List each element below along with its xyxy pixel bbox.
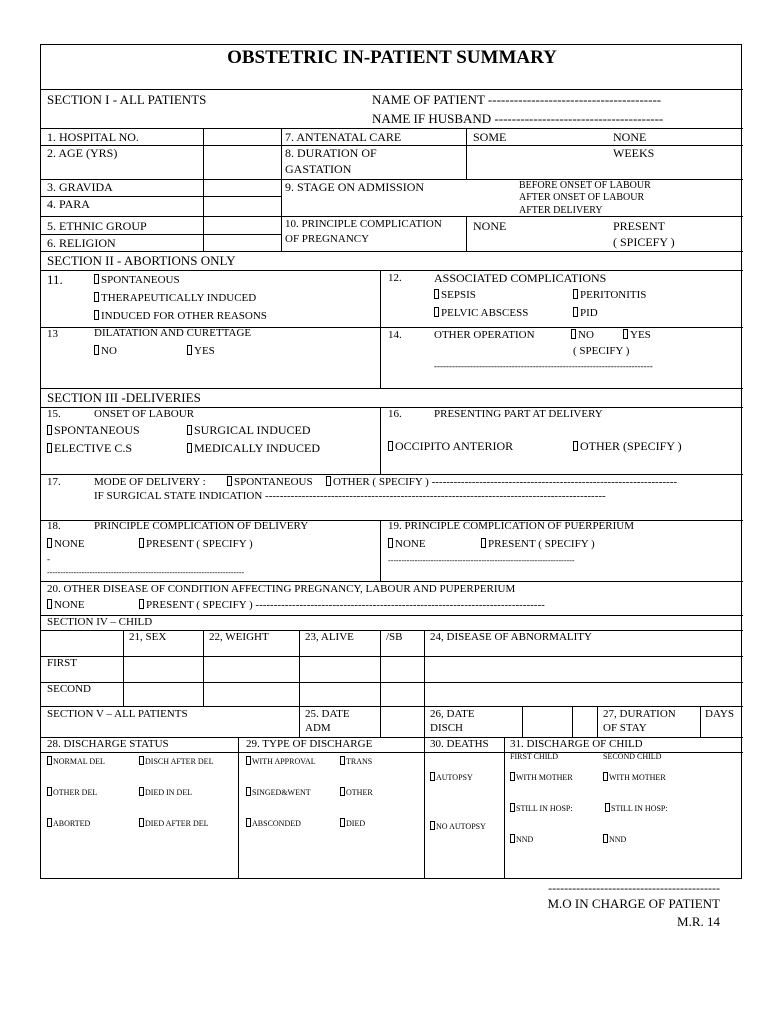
section-4-heading: SECTION IV – CHILD xyxy=(47,616,153,628)
stage-after-delivery-option[interactable]: AFTER DELIVERY xyxy=(519,205,603,216)
other-discharge-option[interactable] xyxy=(340,787,373,797)
rule xyxy=(203,630,204,706)
presenting-part-label: PRESENTING PART AT DELIVERY xyxy=(434,408,603,420)
dilatation-label: DILATATION AND CURETTAGE xyxy=(94,327,252,339)
second-child-row-label: SECOND xyxy=(47,683,92,695)
checkbox-icon[interactable] xyxy=(47,787,52,796)
died-after-del-option[interactable] xyxy=(139,818,209,828)
rule xyxy=(466,216,467,251)
option-label: OCCIPITO ANTERIOR xyxy=(395,439,514,453)
trans-option[interactable] xyxy=(340,756,372,766)
first-still-in-hosp-option[interactable] xyxy=(510,803,573,813)
date-adm-label-line1: 25. DATE xyxy=(305,708,350,720)
checkbox-icon[interactable] xyxy=(187,443,192,453)
option-label: PRESENT ( SPECIFY ) xyxy=(146,538,253,550)
checkbox-icon[interactable] xyxy=(139,756,144,765)
sepsis-option[interactable] xyxy=(434,289,476,301)
first-child-label: FIRST CHILD xyxy=(510,752,559,761)
checkbox-icon[interactable] xyxy=(430,772,435,781)
checkbox-icon[interactable] xyxy=(510,803,515,812)
option-label: STILL IN HOSP: xyxy=(611,804,668,813)
first-child-row-label: FIRST xyxy=(47,657,77,669)
onset-medical-option[interactable] xyxy=(187,442,320,454)
checkbox-icon[interactable] xyxy=(94,292,99,302)
option-label: SINGED&WENT xyxy=(252,788,311,797)
mode-of-delivery-label: MODE OF DELIVERY : xyxy=(94,476,206,488)
deaths-header: 30. DEATHS xyxy=(430,738,489,750)
rule xyxy=(123,630,124,706)
rule xyxy=(299,630,300,737)
option-label: ELECTIVE C.S xyxy=(54,441,132,455)
presenting-other-option[interactable] xyxy=(573,440,682,452)
surgical-indication-field[interactable]: IF SURGICAL STATE INDICATION --------------------------------------------------------------------------------------------- xyxy=(94,490,606,502)
checkbox-icon[interactable] xyxy=(571,329,576,339)
option-label: SPONTANEOUS xyxy=(101,274,180,286)
option-label: ABORTED xyxy=(53,819,91,828)
option-label: THERAPEUTICALLY INDUCED xyxy=(101,292,257,304)
rule xyxy=(597,706,598,737)
option-label: TRANS xyxy=(346,757,373,766)
no-autopsy-option[interactable] xyxy=(430,821,486,831)
aborted-option[interactable] xyxy=(47,818,90,828)
checkbox-icon[interactable] xyxy=(187,345,192,355)
checkbox-icon[interactable] xyxy=(510,834,515,843)
delivery-present-option[interactable] xyxy=(139,538,253,550)
checkbox-icon[interactable] xyxy=(605,803,610,812)
onset-elective-cs-option[interactable] xyxy=(47,442,132,454)
q17-number: 17. xyxy=(47,476,61,488)
option-label: AUTOPSY xyxy=(436,773,473,782)
puerperium-none-option[interactable] xyxy=(388,538,426,550)
rule xyxy=(380,630,381,737)
option-label: PRESENT ( SPECIFY ) ------------------------------------------------------------------------------- xyxy=(146,599,545,611)
option-label: STILL IN HOSP: xyxy=(516,804,573,813)
sex-column-header: 21, SEX xyxy=(129,631,167,643)
checkbox-icon[interactable] xyxy=(47,538,52,548)
checkbox-icon[interactable] xyxy=(47,756,52,765)
other-operation-specify-line[interactable]: ------------------------------------------------------------------------- xyxy=(434,361,653,371)
section-2-heading: SECTION II - ABORTIONS ONLY xyxy=(47,253,236,268)
option-label: MEDICALLY INDUCED xyxy=(194,441,321,455)
checkbox-icon[interactable] xyxy=(340,818,345,827)
principle-complication-label-line1: 10. PRINCIPLE COMPLICATION xyxy=(285,218,442,230)
checkbox-icon[interactable] xyxy=(340,756,345,765)
option-label: YES xyxy=(194,345,215,357)
checkbox-icon[interactable] xyxy=(227,476,232,486)
name-of-husband-label: NAME IF HUSBAND --------------------------------------- xyxy=(372,111,664,126)
abortion-therapeutic-option[interactable] xyxy=(94,292,256,304)
other-operation-no-option[interactable] xyxy=(571,329,594,341)
rule xyxy=(424,737,425,879)
duration-label-line2: GASTATION xyxy=(285,162,352,176)
q11-number: 11. xyxy=(47,272,63,287)
checkbox-icon[interactable] xyxy=(246,787,251,796)
option-label: SPONTANEOUS xyxy=(234,476,313,488)
rule xyxy=(41,251,743,252)
option-label: WITH MOTHER xyxy=(609,773,666,782)
checkbox-icon[interactable] xyxy=(187,425,192,435)
onset-of-labour-label: ONSET OF LABOUR xyxy=(94,408,195,420)
puerperium-specify-line[interactable]: ---------------------------------------------------------------------- xyxy=(388,556,575,565)
checkbox-icon[interactable] xyxy=(47,818,52,827)
checkbox-icon[interactable] xyxy=(434,307,439,317)
rule xyxy=(41,656,743,657)
option-label: SPONTANEOUS xyxy=(54,423,140,437)
dilatation-no-option[interactable] xyxy=(94,345,117,357)
form-frame xyxy=(40,44,742,879)
option-label: WITH MOTHER xyxy=(516,773,573,782)
section-1-heading: SECTION I - ALL PATIENTS xyxy=(47,92,207,107)
name-of-patient-label: NAME OF PATIENT ---------------------------------------- xyxy=(372,92,662,107)
rule xyxy=(380,270,381,388)
other-operation-label: OTHER OPERATION xyxy=(434,329,535,341)
days-label: DAYS xyxy=(705,708,734,720)
spicefy-label: ( SPICEFY ) xyxy=(613,235,675,249)
delivery-specify-dash: - xyxy=(47,554,50,564)
rule xyxy=(41,89,743,90)
other-del-option[interactable] xyxy=(47,787,97,797)
normal-del-option[interactable] xyxy=(47,756,105,766)
pid-option[interactable] xyxy=(573,307,598,319)
associated-complications-label: ASSOCIATED COMPLICATIONS xyxy=(434,271,607,285)
option-label: NO xyxy=(578,329,594,341)
with-approval-option[interactable] xyxy=(246,756,316,766)
rule xyxy=(466,128,467,179)
died-in-del-option[interactable] xyxy=(139,787,192,797)
option-label: OTHER (SPECIFY ) xyxy=(580,439,682,453)
mode-other-option[interactable] xyxy=(326,476,677,488)
sb-column-header: /SB xyxy=(386,631,403,643)
rule xyxy=(522,706,523,737)
disease-column-header: 24, DISEASE OF ABNORMALITY xyxy=(430,631,592,643)
alive-column-header: 23, ALIVE xyxy=(305,631,354,643)
section-5-heading: SECTION V – ALL PATIENTS xyxy=(47,708,188,720)
absconded-option[interactable] xyxy=(246,818,301,828)
checkbox-icon[interactable] xyxy=(94,310,99,320)
option-label: NND xyxy=(609,835,627,844)
onset-spontaneous-option[interactable] xyxy=(47,424,140,436)
rule xyxy=(281,128,282,251)
q12-number: 12. xyxy=(388,272,402,284)
first-with-mother-option[interactable] xyxy=(510,772,573,782)
checkbox-icon[interactable] xyxy=(603,772,608,781)
option-label: NO AUTOPSY xyxy=(436,822,486,831)
rule xyxy=(380,520,381,581)
section-3-heading: SECTION III -DELIVERIES xyxy=(47,390,201,405)
option-label: NND xyxy=(516,835,534,844)
checkbox-icon[interactable] xyxy=(326,476,331,486)
stage-admission-label: 9. STAGE ON ADMISSION xyxy=(285,180,425,194)
option-label: SEPSIS xyxy=(441,289,476,301)
disch-after-del-option[interactable] xyxy=(139,756,213,766)
second-still-in-hosp-option[interactable] xyxy=(605,803,668,813)
delivery-none-option[interactable] xyxy=(47,538,85,550)
rule xyxy=(203,128,204,251)
checkbox-icon[interactable] xyxy=(47,599,52,609)
rule xyxy=(700,706,701,737)
option-label: NONE xyxy=(54,538,85,550)
type-of-discharge-header: 29. TYPE OF DISCHARGE xyxy=(246,738,373,750)
peritonitis-option[interactable] xyxy=(573,289,646,301)
hospital-no-label: 1. HOSPITAL NO. xyxy=(47,130,139,144)
option-label: DIED xyxy=(346,819,366,828)
date-disch-label-line1: 26, DATE xyxy=(430,708,475,720)
option-label: YES xyxy=(630,329,651,341)
checkbox-icon[interactable] xyxy=(246,756,251,765)
rule xyxy=(41,706,743,707)
principle-complication-label-line2: OF PREGNANCY xyxy=(285,233,370,245)
delivery-specify-line[interactable]: -------------------------------------------------------------------------- xyxy=(47,568,245,577)
checkbox-icon[interactable] xyxy=(139,787,144,796)
q18-number: 18. xyxy=(47,520,61,532)
mode-spontaneous-option[interactable] xyxy=(227,476,313,488)
checkbox-icon[interactable] xyxy=(139,818,144,827)
other-operation-specify-label: ( SPECIFY ) xyxy=(573,345,630,357)
form-title: OBSTETRIC IN-PATIENT SUMMARY xyxy=(227,47,557,68)
option-label: OTHER ( SPECIFY ) ------------------------------------------------------------------- xyxy=(333,476,678,488)
option-label: NORMAL DEL xyxy=(53,757,105,766)
rule xyxy=(41,388,743,389)
discharge-status-header: 28. DISCHARGE STATUS xyxy=(47,738,169,750)
abortion-other-reasons-option[interactable] xyxy=(94,310,267,322)
complication-present-option[interactable]: PRESENT xyxy=(613,219,666,233)
checkbox-icon[interactable] xyxy=(388,538,393,548)
weeks-label: WEEKS xyxy=(613,146,655,160)
option-label: ABSCONDED xyxy=(252,819,301,828)
rule xyxy=(41,682,743,683)
antenatal-some-option[interactable]: SOME xyxy=(473,130,507,144)
rule xyxy=(41,128,743,129)
option-label: DIED AFTER DEL xyxy=(145,819,209,828)
option-label: PRESENT ( SPECIFY ) xyxy=(488,538,595,550)
rule xyxy=(238,737,239,879)
age-label: 2. AGE (YRS) xyxy=(47,146,118,160)
ethnic-group-label: 5. ETHNIC GROUP xyxy=(47,219,147,233)
antenatal-care-label: 7. ANTENATAL CARE xyxy=(285,130,402,144)
rule xyxy=(41,581,743,582)
rule xyxy=(504,737,505,879)
option-label: NO xyxy=(101,345,117,357)
checkbox-icon[interactable] xyxy=(139,599,144,609)
checkbox-icon[interactable] xyxy=(573,307,578,317)
religion-label: 6. RELIGION xyxy=(47,236,116,250)
first-nnd-option[interactable] xyxy=(510,834,533,844)
q20-label: 20. OTHER DISEASE OF CONDITION AFFECTING PREGNANCY, LABOUR AND PUPERPERIUM xyxy=(47,583,516,595)
singed-went-option[interactable] xyxy=(246,787,311,797)
other-disease-none-option[interactable] xyxy=(47,599,85,611)
discharge-of-child-header: 31. DISCHARGE OF CHILD xyxy=(510,738,643,750)
option-label: PERITONITIS xyxy=(580,289,647,301)
checkbox-icon[interactable] xyxy=(47,425,52,435)
date-adm-label-line2: ADM xyxy=(305,722,331,734)
checkbox-icon[interactable] xyxy=(603,834,608,843)
stage-after-onset-option[interactable]: AFTER ONSET OF LABOUR xyxy=(519,192,645,203)
q14-number: 14. xyxy=(388,329,402,341)
checkbox-icon[interactable] xyxy=(623,329,628,339)
other-disease-present-option[interactable] xyxy=(139,599,545,611)
checkbox-icon[interactable] xyxy=(94,345,99,355)
occipito-anterior-option[interactable] xyxy=(388,440,513,452)
rule xyxy=(41,216,743,217)
second-with-mother-option[interactable] xyxy=(603,772,666,782)
q16-number: 16. xyxy=(388,408,402,420)
form-code-label: M.R. 14 xyxy=(677,914,720,929)
option-label: DISCH AFTER DEL xyxy=(145,757,214,766)
rule xyxy=(41,270,743,271)
q13-number: 13 xyxy=(47,328,58,340)
rule xyxy=(424,630,425,737)
principle-complication-delivery-label: PRINCIPLE COMPLICATION OF DELIVERY xyxy=(94,520,309,532)
checkbox-icon[interactable] xyxy=(481,538,486,548)
option-label: WITH APPROVAL xyxy=(252,757,316,766)
died-option[interactable] xyxy=(340,818,365,828)
stage-before-onset-option[interactable]: BEFORE ONSET OF LABOUR xyxy=(519,180,651,191)
other-operation-yes-option[interactable] xyxy=(623,329,651,341)
rule xyxy=(41,234,281,235)
onset-surgical-option[interactable] xyxy=(187,424,311,436)
second-child-label: SECOND CHILD xyxy=(603,752,662,761)
para-label: 4. PARA xyxy=(47,197,90,211)
checkbox-icon[interactable] xyxy=(94,274,99,284)
checkbox-icon[interactable] xyxy=(573,289,578,299)
antenatal-none-option[interactable]: NONE xyxy=(613,130,647,144)
gravida-label: 3. GRAVIDA xyxy=(47,180,113,194)
checkbox-icon[interactable] xyxy=(434,289,439,299)
checkbox-icon[interactable] xyxy=(139,538,144,548)
second-nnd-option[interactable] xyxy=(603,834,626,844)
option-label: SURGICAL INDUCED xyxy=(194,423,311,437)
option-label: DIED IN DEL xyxy=(145,788,193,797)
pelvic-abscess-option[interactable] xyxy=(434,307,528,319)
duration-label-line1: 8. DURATION OF xyxy=(285,146,377,160)
duration-stay-label-line2: OF STAY xyxy=(603,722,647,734)
mo-in-charge-label: M.O IN CHARGE OF PATIENT xyxy=(547,896,720,911)
puerperium-present-option[interactable] xyxy=(481,538,595,550)
option-label: OTHER DEL xyxy=(53,788,98,797)
rule xyxy=(572,706,573,737)
option-label: NONE xyxy=(395,538,426,550)
checkbox-icon[interactable] xyxy=(388,441,393,451)
checkbox-icon[interactable] xyxy=(340,787,345,796)
duration-stay-label-line1: 27, DURATION xyxy=(603,708,676,720)
checkbox-icon[interactable] xyxy=(510,772,515,781)
dilatation-yes-option[interactable] xyxy=(187,345,215,357)
option-label: PELVIC ABSCESS xyxy=(441,307,529,319)
option-label: INDUCED FOR OTHER REASONS xyxy=(101,310,267,322)
complication-none-option[interactable]: NONE xyxy=(473,219,507,233)
abortion-spontaneous-option[interactable] xyxy=(94,274,180,286)
q15-number: 15. xyxy=(47,408,61,420)
autopsy-option[interactable] xyxy=(430,772,473,782)
checkbox-icon[interactable] xyxy=(573,441,578,451)
option-label: OTHER xyxy=(346,788,373,797)
rule xyxy=(380,407,381,474)
signature-line[interactable]: ------------------------------------------- xyxy=(548,881,720,895)
checkbox-icon[interactable] xyxy=(246,818,251,827)
weight-column-header: 22, WEIGHT xyxy=(209,631,269,643)
checkbox-icon[interactable] xyxy=(47,443,52,453)
q19-label: 19. PRINCIPLE COMPLICATION OF PUERPERIUM xyxy=(388,520,635,532)
date-disch-label-line2: DISCH xyxy=(430,722,464,734)
option-label: PID xyxy=(580,307,598,319)
checkbox-icon[interactable] xyxy=(430,821,435,830)
rule xyxy=(41,474,743,475)
option-label: NONE xyxy=(54,599,85,611)
